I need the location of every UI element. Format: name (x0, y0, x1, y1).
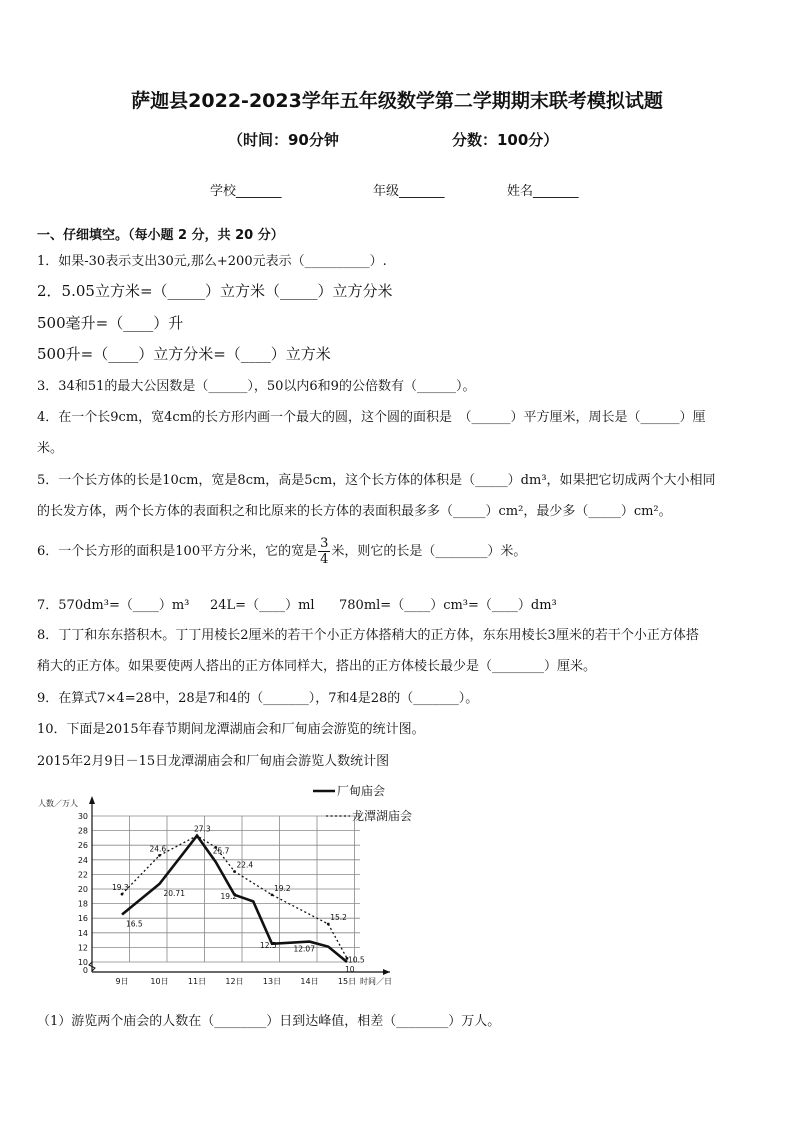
data-point (233, 870, 236, 873)
question-2b: 500毫升=（____）升 (37, 314, 184, 332)
exam-time: （时间：90分钟 (228, 131, 339, 149)
data-label: 10 (345, 965, 355, 974)
grade-field[interactable]: 年级_______ (373, 184, 445, 199)
question-6-tail: 米，则它的长是（________）米。 (331, 544, 527, 559)
school-field[interactable]: 学校_______ (210, 184, 282, 199)
y-tick-label: 30 (77, 812, 88, 821)
question-6 (37, 536, 526, 567)
y-tick-label: 22 (77, 870, 88, 880)
question-9: 9．在算式7×4=28中，28是7和4的（_______），7和4是28的（_______）。 (37, 691, 479, 706)
y-tick-label: 10 (77, 958, 88, 967)
x-tick-label: 10日 (150, 977, 169, 986)
visitor-line-chart (30, 776, 430, 996)
y-tick-label: 26 (77, 841, 88, 851)
chart-grid (92, 816, 360, 962)
data-point (327, 923, 330, 926)
data-label: 20.71 (163, 888, 185, 898)
question-5b: 的长发方体，两个长方体的表面积之和比原来的长方体的表面积最多多（_____）cm²，最少多（_____）cm²。 (37, 504, 672, 519)
y-axis-title: 人数／万人 (38, 799, 78, 808)
x-tick-label: 12日 (225, 977, 244, 986)
y-tick-label: 24 (77, 855, 88, 865)
chart-caption: 2015年2月9日－15日龙潭湖庙会和厂甸庙会游览人数统计图 (37, 754, 390, 769)
data-label: 19.2 (220, 891, 238, 901)
question-1: 1．如果-30表示支出30元,那么+200元表示（__________）. (37, 254, 387, 269)
exam-score: 分数：100分） (452, 131, 559, 149)
data-label: 27.3 (194, 824, 211, 834)
data-label: 25.7 (212, 846, 230, 856)
question-7a: 7．570dm³=（____）m³ (37, 598, 190, 613)
x-axis-title: 时间／日 (360, 977, 392, 986)
x-tick-label: 15日 (337, 977, 357, 986)
question-4a: 4．在一个长9cm，宽4cm的长方形内画一个最大的圆，这个圆的面积是 （______）平方厘米，周长是（______）厘 (37, 410, 706, 425)
page-title: 萨迦县2022-2023学年五年级数学第二学期期末联考模拟试题 (131, 90, 663, 112)
data-label: 15.2 (330, 913, 347, 923)
data-label: 10.5 (348, 955, 365, 965)
question-2a: 2．5.05立方米=（_____）立方米（_____）立方分米 (37, 282, 393, 300)
y-tick-label: 0 (82, 966, 88, 975)
data-point (271, 893, 274, 896)
data-label: 22.4 (236, 860, 254, 870)
question-8a: 8．丁丁和东东搭积木。丁丁用棱长2厘米的若干个小正方体搭稍大的正方体，东东用棱长3厘米的若干个小正方体搭 (37, 628, 699, 643)
question-10-part-1: （1）游览两个庙会的人数在（________）日到达峰值，相差（________）万人。 (37, 1014, 501, 1029)
y-tick-label: 14 (77, 928, 88, 938)
legend-label-changdian: 厂甸庙会 (337, 784, 386, 798)
legend-label-longtanhu: 龙潭湖庙会 (352, 809, 413, 823)
data-label: 16.5 (126, 919, 143, 929)
y-tick-label: 16 (77, 914, 88, 924)
x-tick-label: 14日 (300, 977, 319, 986)
y-tick-label: 20 (77, 885, 88, 894)
x-axis-arrow (383, 969, 390, 975)
fraction-three-quarters (318, 536, 330, 567)
name-field[interactable]: 姓名_______ (507, 184, 579, 199)
question-2c: 500升=（____）立方分米=（____）立方米 (37, 345, 331, 363)
x-tick-label: 9日 (115, 977, 129, 986)
question-7c: 780ml=（____）cm³=（____）dm³ (339, 598, 557, 613)
data-label: 19.3 (112, 883, 129, 893)
chart-labels (112, 825, 365, 974)
y-axis-arrow (89, 796, 95, 804)
question-6-text: 6．一个长方形的面积是100平方分米，它的宽是 (37, 544, 318, 559)
chart-axes (38, 796, 392, 986)
fraction-numerator: 3 (320, 536, 329, 551)
section-heading: 一、仔细填空。（每小题 2 分，共 20 分） (37, 228, 284, 243)
question-4b: 米。 (37, 441, 64, 456)
y-tick-label: 28 (77, 826, 88, 836)
question-10: 10．下面是2015年春节期间龙潭湖庙会和厂甸庙会游览的统计图。 (37, 722, 425, 737)
y-tick-label: 12 (77, 943, 88, 953)
chart-legend (313, 783, 412, 823)
question-3: 3．34和51的最大公因数是（______），50以内6和9的公倍数有（______）。 (37, 379, 476, 394)
data-label: 24.6 (149, 844, 167, 854)
data-point (121, 893, 124, 896)
question-7b: 24L=（____）ml (210, 598, 315, 613)
x-tick-label: 11日 (187, 977, 207, 986)
data-point (158, 854, 161, 857)
data-label: 19.2 (274, 883, 291, 893)
fraction-denominator: 4 (320, 552, 329, 567)
question-5a: 5．一个长方体的长是10cm，宽是8cm，高是5cm，这个长方体的体积是（_____）dm³，如果把它切成两个大小相同 (37, 473, 716, 488)
data-label: 12.5 (260, 940, 277, 950)
data-point (196, 834, 199, 837)
data-label: 12.07 (293, 944, 315, 954)
y-tick-label: 18 (77, 899, 88, 909)
x-tick-label: 13日 (262, 977, 282, 986)
question-8b: 稍大的正方体。如果要使两人搭出的正方体同样大，搭出的正方体棱长最少是（________）厘米。 (37, 659, 597, 674)
